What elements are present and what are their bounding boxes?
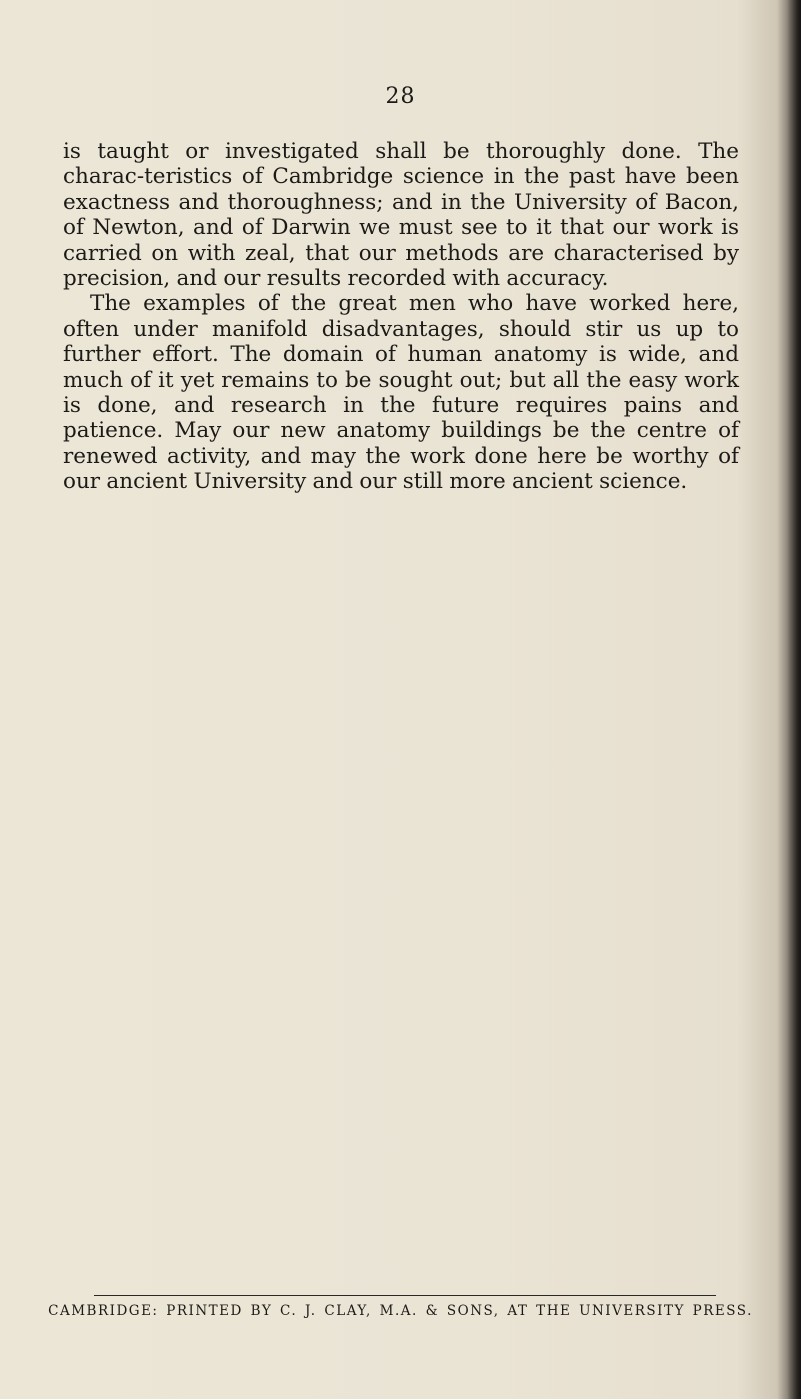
page-number: 28 <box>385 84 416 109</box>
page-edge-shadow <box>787 0 801 1399</box>
body-text <box>63 139 739 495</box>
paragraph-1: is taught or investigated shall be thoroughly done. The charac-teristics of Cambridge science in the past have been exactness and thoroughness; and in the University of Bacon, of Newton, and of Darwin we must see to it that our work is carried on with zeal, that our methods are characterised by precision, and our results recorded with accuracy. <box>63 139 739 292</box>
printer-colophon: CAMBRIDGE: PRINTED BY C. J. CLAY, M.A. & SONS, AT THE UNIVERSITY PRESS. <box>48 1303 753 1319</box>
paragraph-2: The examples of the great men who have worked here, often under manifold disadvantages, should stir us up to further effort. The domain of human anatomy is wide, and much of it yet remains to be sought out; but all the easy work is done, and research in the future requires pains and patience. May our new anatomy buildings be the centre of renewed activity, and may the work done here be worthy of our ancient University and our still more ancient science. <box>63 291 739 495</box>
footer-rule <box>94 1295 716 1296</box>
